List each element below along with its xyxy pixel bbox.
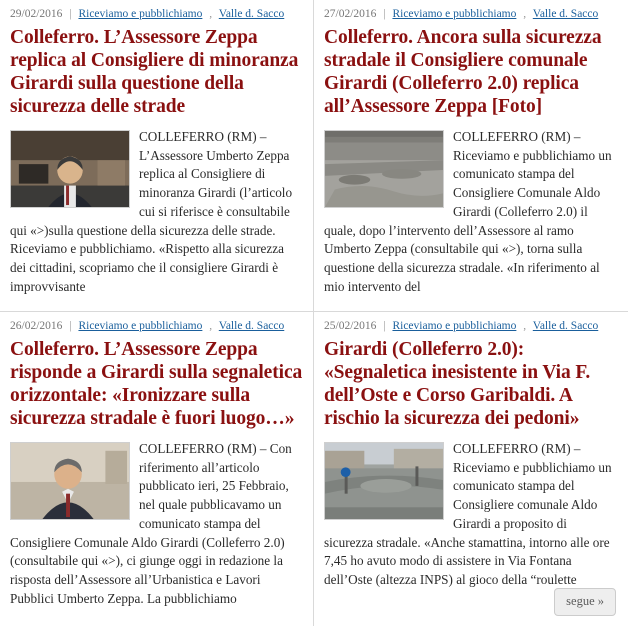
meta-separator: | bbox=[69, 8, 72, 20]
article-body bbox=[10, 128, 303, 297]
meta-separator: | bbox=[383, 320, 386, 332]
meta-separator: | bbox=[69, 320, 72, 332]
article-text: COLLEFERRO (RM) – L’Assessore Umberto Zeppa replica al Consigliere di minoranza Girardi (l’articolo cui si riferisce è consultabile qui «>)sulla questione della sicurezza delle strade. Riceviamo e pubblichiamo. «Rispetto alla sicurezza dei cittadini, scopriamo che il consigliere Girardi è improvvisante bbox=[10, 129, 293, 294]
article-meta bbox=[324, 8, 618, 20]
photo-street-roundabout-icon bbox=[325, 443, 443, 519]
article-thumbnail-photo-street-roundabout[interactable] bbox=[324, 442, 444, 520]
article-thumbnail-photo-damaged-road[interactable] bbox=[324, 130, 444, 208]
meta-separator: | bbox=[383, 8, 386, 20]
category-link-valle[interactable]: Valle d. Sacco bbox=[218, 8, 285, 20]
article-text: COLLEFERRO (RM) – Riceviamo e pubblichiamo un comunicato stampa del Consigliere comunale Aldo Girardi a proposito di sicurezza stradale. «Anche stamattina, intorno alle ore 7,45 ho avuto modo di assistere in Via Fontana dell’Oste (altezza INPS) al gioco della “roulette bbox=[324, 441, 612, 588]
category-link-valle[interactable]: Valle d. Sacco bbox=[532, 320, 599, 332]
category-link-riceviamo[interactable]: Riceviamo e pubblichiamo bbox=[392, 320, 517, 332]
article-title[interactable]: Colleferro. Ancora sulla sicurezza stradale il Consigliere comunale Girardi (Colleferro 2.0) replica all’Assessore Zeppa [Foto] bbox=[324, 27, 602, 117]
photo-man-at-desk-icon bbox=[11, 131, 129, 207]
article-body bbox=[10, 440, 303, 609]
article-title[interactable]: Colleferro. L’Assessore Zeppa risponde a Girardi sulla segnaletica orizzontale: «Ironizzare sulla sicurezza stradale è fuori luogo…» bbox=[10, 339, 303, 429]
meta-separator: , bbox=[209, 320, 213, 332]
article-body bbox=[324, 440, 618, 590]
category-link-riceviamo[interactable]: Riceviamo e pubblichiamo bbox=[78, 320, 203, 332]
article-text: COLLEFERRO (RM) – Riceviamo e pubblichiamo un comunicato stampa del Consigliere Comunale Aldo Girardi (Colleferro 2.0) il quale, dopo l’intervento dell’Assessore al ramo Umberto Zeppa (consultabile qui «>), torna sulla questione della sicurezza stradale. «In riferimento al mio intervento del bbox=[324, 129, 612, 294]
article-text: COLLEFERRO (RM) – Con riferimento all’articolo pubblicato ieri, 25 Febbraio, nel quale pubblicavamo un comunicato stampa del Consigliere Comunale Aldo Girardi (Colleferro 2.0)(consultabile qui «>), ci giunge oggi in redazione la risposta dell’Assessore all’Urbanistica e Lavori Pubblici Umberto Zeppa. La pubblichiamo bbox=[10, 441, 292, 606]
pagination bbox=[554, 588, 616, 616]
article-card-2 bbox=[314, 0, 628, 312]
meta-separator: , bbox=[523, 320, 527, 332]
category-link-riceviamo[interactable]: Riceviamo e pubblichiamo bbox=[392, 8, 517, 20]
article-title[interactable]: Girardi (Colleferro 2.0): «Segnaletica inesistente in Via F. dell’Oste e Corso Garibaldi. A rischio la sicurezza dei pedoni» bbox=[324, 339, 591, 429]
article-meta bbox=[324, 320, 618, 332]
article-body bbox=[324, 128, 618, 297]
photo-damaged-road-icon bbox=[325, 131, 443, 207]
article-date: 26/02/2016 bbox=[10, 320, 63, 332]
article-card-1 bbox=[0, 0, 314, 312]
article-meta bbox=[10, 320, 303, 332]
article-meta bbox=[10, 8, 303, 20]
photo-man-in-suit-icon bbox=[11, 443, 129, 519]
article-date: 27/02/2016 bbox=[324, 8, 377, 20]
article-title[interactable]: Colleferro. L’Assessore Zeppa replica al Consigliere di minoranza Girardi sulla questione della sicurezza delle strade bbox=[10, 27, 299, 117]
category-link-valle[interactable]: Valle d. Sacco bbox=[218, 320, 285, 332]
article-thumbnail-photo-man-at-desk[interactable] bbox=[10, 130, 130, 208]
next-page-button[interactable]: segue » bbox=[554, 588, 616, 616]
meta-separator: , bbox=[209, 8, 213, 20]
article-card-4 bbox=[314, 312, 628, 626]
article-date: 29/02/2016 bbox=[10, 8, 63, 20]
article-date: 25/02/2016 bbox=[324, 320, 377, 332]
category-link-valle[interactable]: Valle d. Sacco bbox=[532, 8, 599, 20]
category-link-riceviamo[interactable]: Riceviamo e pubblichiamo bbox=[78, 8, 203, 20]
article-card-3 bbox=[0, 312, 314, 626]
article-thumbnail-photo-man-in-suit[interactable] bbox=[10, 442, 130, 520]
meta-separator: , bbox=[523, 8, 527, 20]
